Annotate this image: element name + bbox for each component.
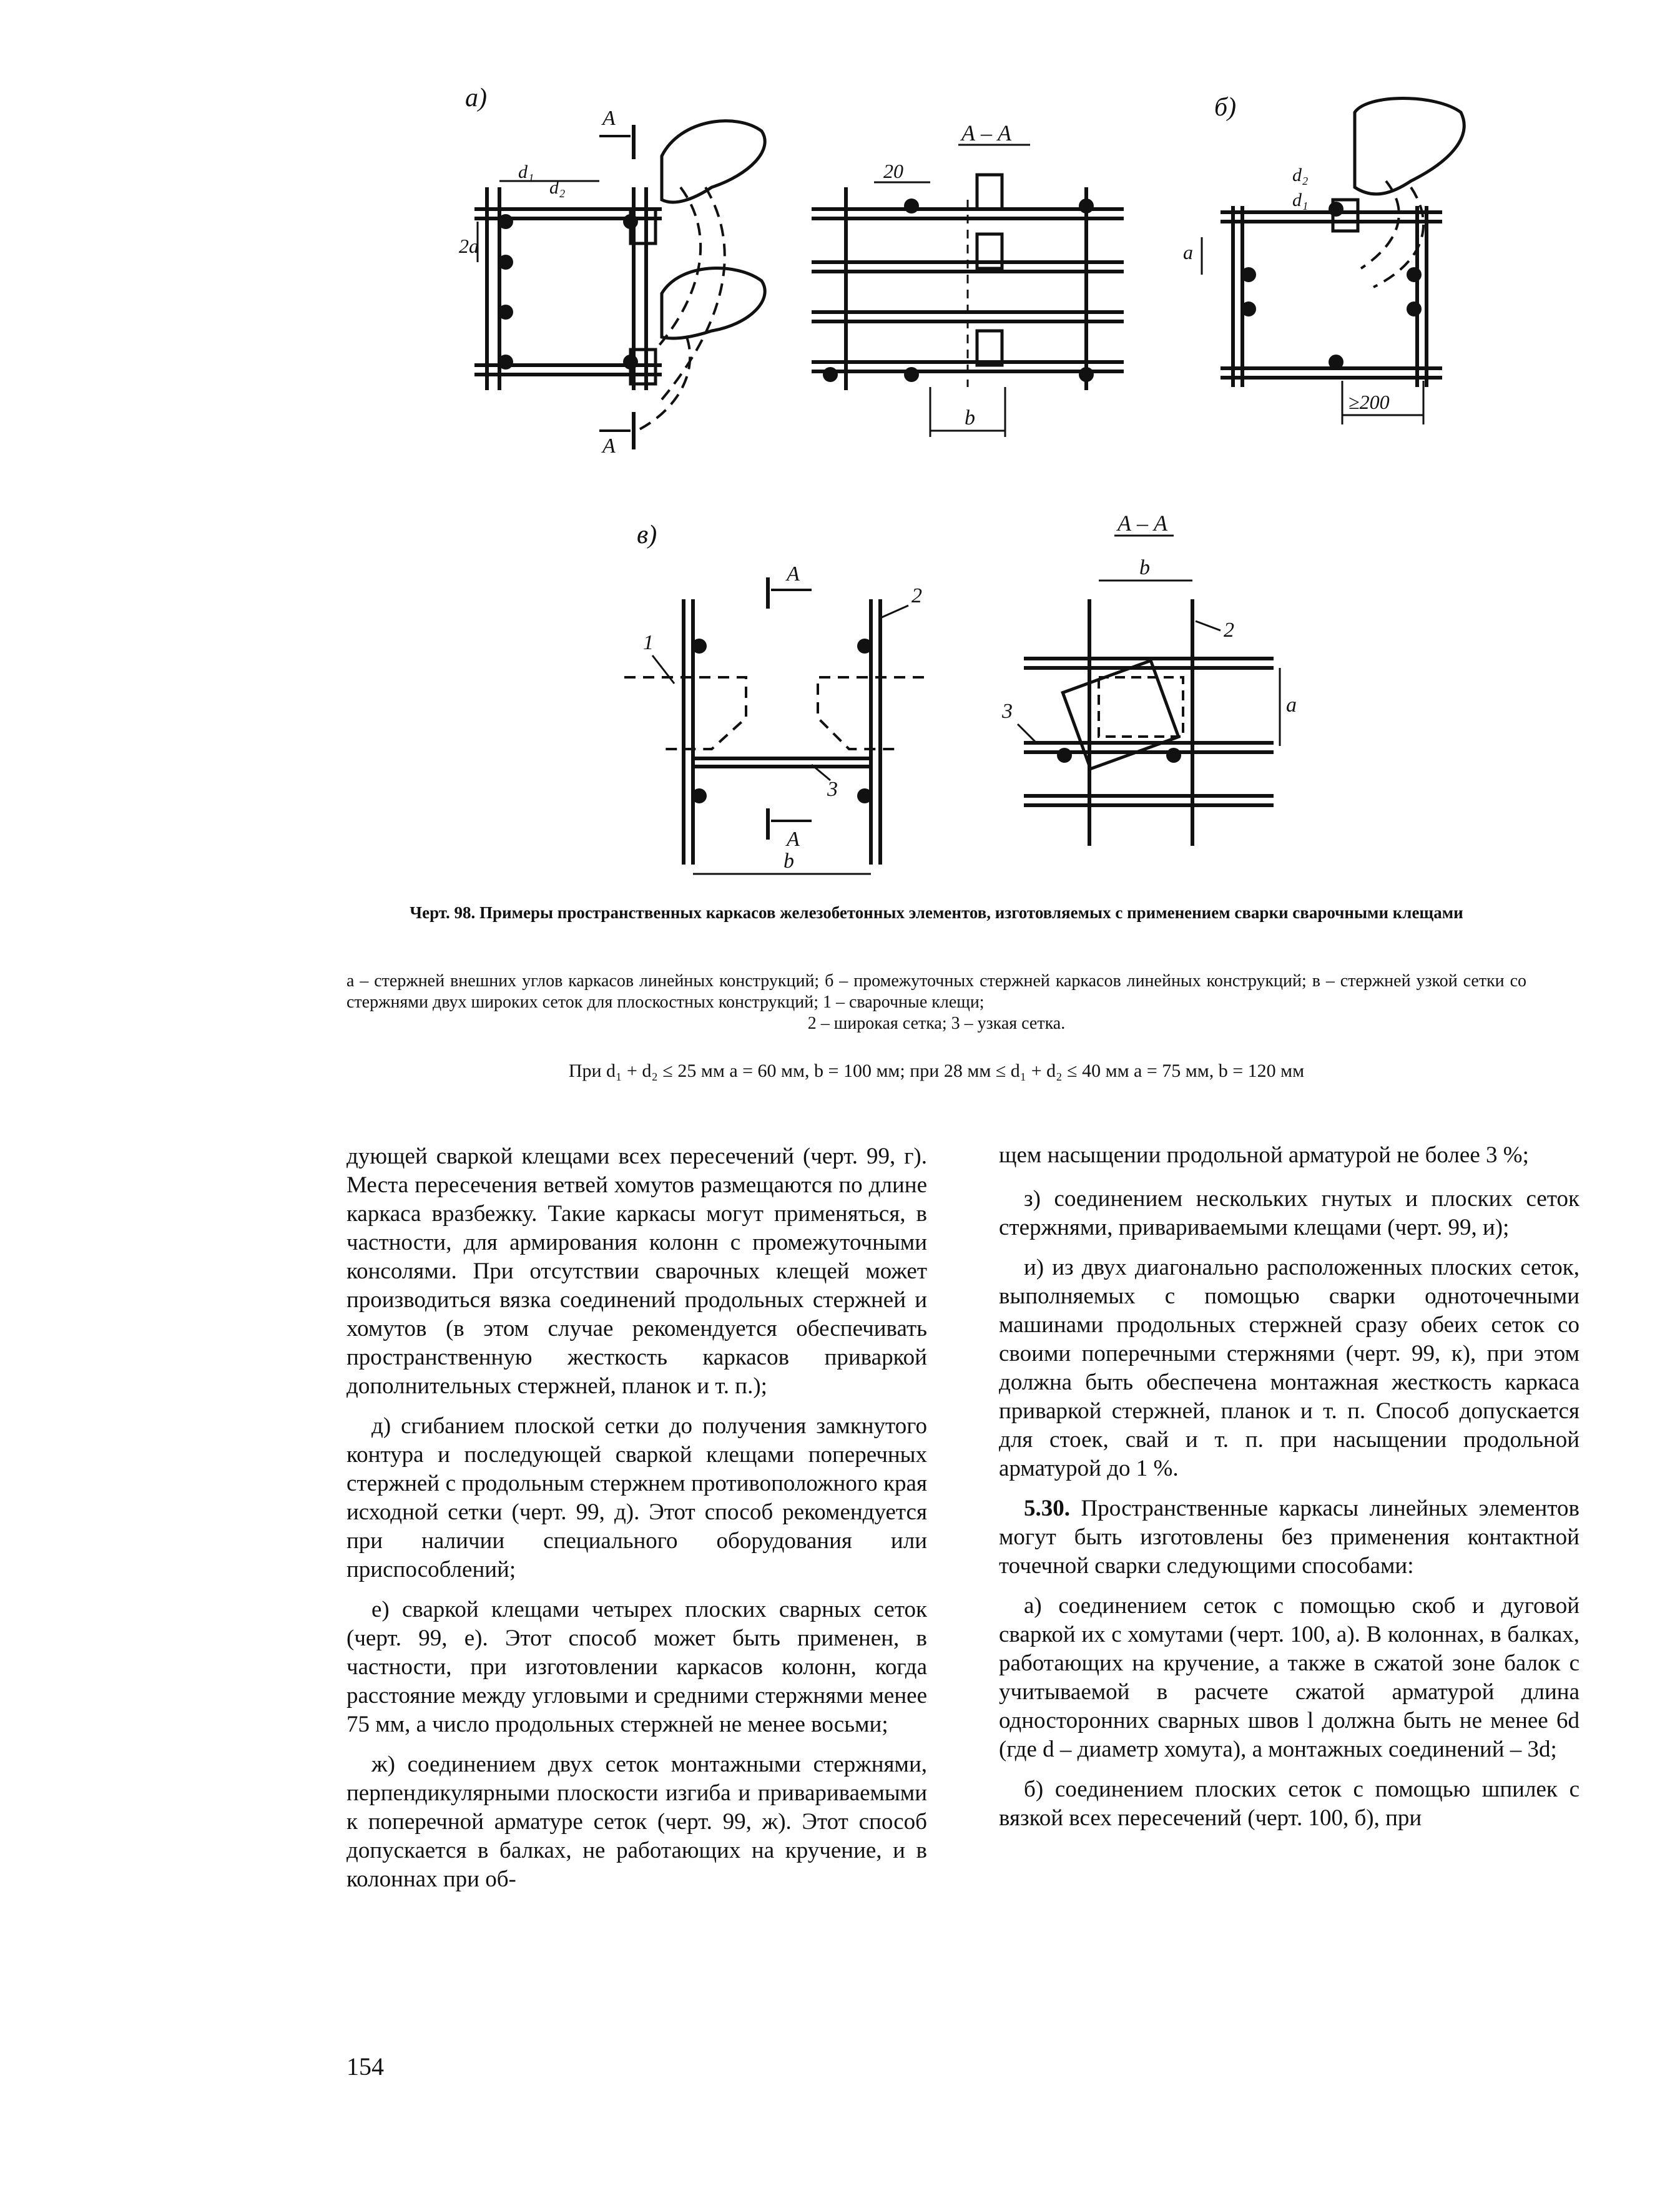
label-1: 1 [643, 631, 654, 654]
figure-98 [0, 0, 1680, 899]
dim-20: 20 [883, 160, 903, 182]
label-2-c: 2 [911, 584, 922, 607]
panel-c-label: в) [637, 521, 657, 549]
left-paragraph-3: е) сваркой клещами четырех плоских сварных сеток (черт. 99, е). Этот способ может быть применен, в частности, при изготовлении каркасов колонн, когда расстояние между угловыми и средними стержнями менее 75 мм, а число продольных стержней не менее восьми; [346, 1597, 927, 1737]
page-number: 154 [346, 2052, 384, 2081]
dim-d1-a: d₁ [518, 162, 534, 182]
cut-mark-a-bottom: А [602, 434, 616, 458]
right-paragraph-5: а) соединением сеток с помощью скоб и дуговой сваркой их с хомутами (черт. 100, а). В колоннах, в балках, работающих на кручение, а также в сжатой зоне балок с учитываемой в расчете сжатой арматурой длина односторонних сварных швов l должна быть не менее 6d (где d – диаметр хомута), а монтажных соединений – 3d; [999, 1593, 1579, 1762]
section-label-2: А – А [1118, 511, 1167, 536]
cut-mark-a-top: А [602, 107, 616, 130]
right-paragraph-3: и) из двух диагонально расположенных плоских сеток, выполняемых с помощью сварки одноточечными машинами продольных стержней сразу обеих сеток со своими поперечными стержнями (черт. 99, к), при этом должна быть обеспечена монтажная жесткость каркаса приваркой стержней, планок и т. п. Способ допускается для стоек, свай и т. п. при насыщении продольной арматурой до 1 %. [999, 1255, 1579, 1481]
panel-b-label: б) [1214, 93, 1237, 122]
dim-b-c: b [784, 850, 794, 873]
cut-mark-c-bottom: А [787, 828, 800, 851]
dim-b-section-1: b [965, 406, 975, 429]
figure-note: При d₁ + d₂ ≤ 25 мм a = 60 мм, b = 100 мм; при 28 мм ≤ d₁ + d₂ ≤ 40 мм a = 75 мм, b = 120 мм [568, 1061, 1305, 1081]
figure-legend [346, 971, 1526, 1034]
rebar-dots-a [498, 214, 638, 370]
section-text: Пространственные каркасы линейных элементов могут быть изготовлены без применения контактной точечной сварки следующими способами: [999, 1496, 1580, 1579]
label-3-section: 3 [1002, 700, 1013, 723]
dim-200: ≥200 [1348, 391, 1390, 413]
dim-a-section-2: a [1286, 694, 1297, 717]
cut-mark-c-top: А [787, 562, 800, 586]
rebar-dots-section-1 [823, 199, 1094, 382]
rebar-dots-section-2 [1057, 748, 1181, 763]
dim-d2-b: d₂ [1292, 165, 1309, 185]
left-paragraph-4: ж) соединением двух сеток монтажными стержнями, перпендикулярными плоскости изгиба и привариваемыми к поперечной арматуре сеток (черт. 99, ж). Этот способ допускается в балках, не работающих на кручение, и в колоннах при об- [346, 1752, 927, 1892]
left-paragraph-2: д) сгибанием плоской сетки до получения замкнутого контура и последующей сваркой клещами поперечных стержней с продольным стержнем противоположного края исходной сетки (черт. 99, д). Этот способ рекомендуется при наличии специального оборудования или приспособлений; [346, 1413, 927, 1582]
right-paragraph-6: б) соединением плоских сеток с помощью шпилек с вязкой всех пересечений (черт. 100, б), при [999, 1777, 1579, 1831]
right-paragraph-4 [999, 1494, 1579, 1581]
rebar-dots-c [692, 639, 872, 803]
dim-a-b: a [1183, 241, 1193, 263]
section-label-1: А – А [961, 120, 1011, 145]
right-paragraph-1: щем насыщении продольной арматурой не более 3 %; [999, 1142, 1529, 1168]
right-paragraph-2: з) соединением нескольких гнутых и плоских сеток стержнями, привариваемыми клещами (черт. 99, и); [999, 1186, 1579, 1240]
legend-line-2: 2 – широкая сетка; 3 – узкая сетка. [807, 1014, 1066, 1033]
section-number: 5.30. [1024, 1496, 1070, 1521]
label-2-section: 2 [1224, 619, 1234, 642]
dim-d1-b: d₁ [1292, 190, 1309, 210]
caption-title: Черт. 98. Примеры пространственных каркасов железобетонных элементов, изготовляемых с применением сварки сварочными клещами [410, 903, 1463, 922]
dim-2a: 2a [459, 235, 479, 257]
dim-b-section-2: b [1139, 556, 1150, 579]
figure-caption [346, 902, 1526, 923]
panel-a-label: а) [465, 84, 487, 112]
left-column [346, 1142, 927, 1905]
label-3-c: 3 [827, 778, 838, 801]
dim-d2-a: d₂ [549, 177, 566, 198]
right-column [999, 1141, 1579, 1844]
figure-drawing [0, 0, 1680, 899]
legend-line-1: а – стержней внешних углов каркасов линейных конструкций; б – промежуточных стержней каркасов линейных конструкций; в – стержней узкой сетки со стержнями двух широких сеток для плоскостных конструкций; 1 – сварочные клещи; [346, 971, 1526, 1012]
left-paragraph-1: дующей сваркой клещами всех пересечений (черт. 99, г). Места пересечения ветвей хомутов размещаются по длине каркаса вразбежку. Такие каркасы могут применяться, в частности, для армирования колонн с промежуточными консолями. При отсутствии сварочных клещей может производиться вязка соединений продольных стержней и хомутов (в этом случае рекомендуется обеспечивать пространственную жесткость каркасов приваркой дополнительных стержней, планок и т. п.); [346, 1144, 927, 1399]
